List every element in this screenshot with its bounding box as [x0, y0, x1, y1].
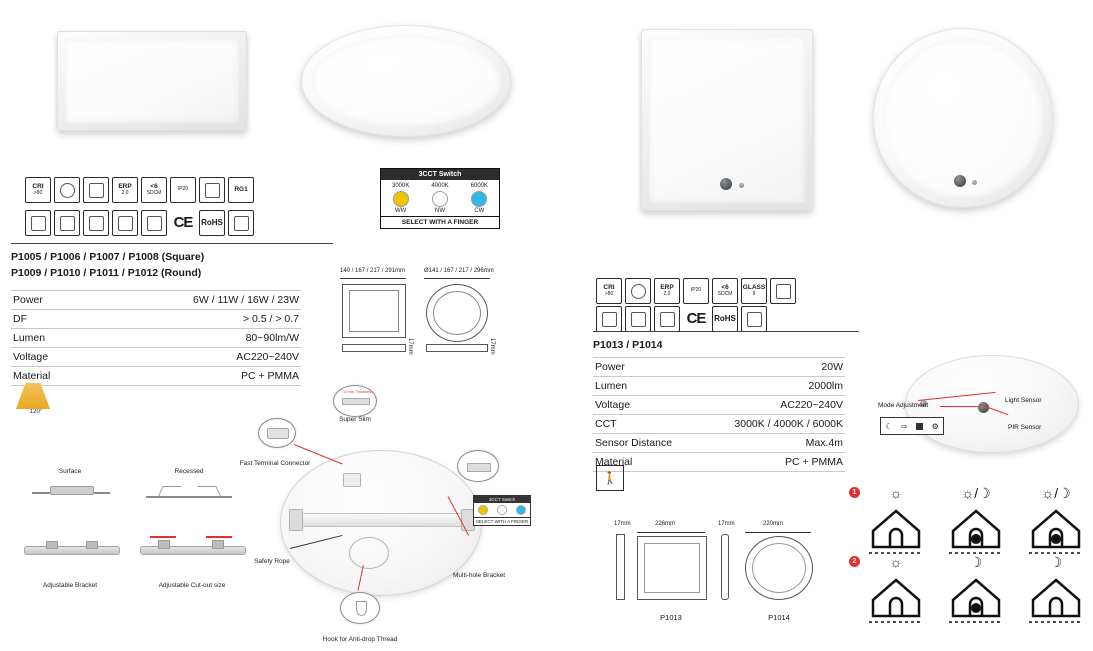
rg1-icon — [228, 177, 254, 203]
sensor-mode-cell — [945, 554, 1007, 614]
moon-icon: ☽ — [1049, 554, 1063, 570]
p1014-width-arrow — [745, 532, 811, 533]
hours-icon-glyph — [660, 312, 675, 327]
spec-key: Power — [11, 291, 90, 310]
mode-icon-gear[interactable]: ⚙ — [931, 421, 939, 431]
pir-sensor-dot — [720, 178, 732, 190]
table-row — [593, 434, 845, 453]
ce-icon: CE — [170, 210, 196, 236]
glass-icon — [741, 278, 767, 304]
sensor-mode-row-1 — [865, 485, 1085, 545]
cct-option-6000k[interactable] — [460, 180, 499, 216]
sensor-mode-row-2 — [865, 554, 1085, 614]
left-icon-row-2 — [25, 210, 254, 236]
sensor-mode-cell — [1025, 554, 1087, 614]
p1013-side-profile — [616, 534, 625, 600]
mount-surface-illustration — [32, 484, 110, 506]
erp-icon-line1: ERP — [118, 182, 132, 190]
walking-person-glyph: 🚶 — [602, 471, 618, 485]
spec-key: Power — [593, 358, 698, 377]
cutout-icon — [83, 210, 109, 236]
mounting-icon — [54, 210, 80, 236]
spec-key: Material — [593, 453, 698, 472]
erp-icon-line1: ERP — [660, 283, 674, 291]
beam-angle-label: 120° — [29, 409, 43, 415]
mode-icon-moon[interactable]: ☾ — [885, 421, 893, 431]
lifetime-icon — [54, 177, 80, 203]
mode-adjustment-leader — [940, 406, 978, 407]
sdcm-icon-line2: SDCM — [717, 290, 733, 297]
surface-recessed-icon — [25, 210, 51, 236]
cri-icon — [596, 278, 622, 304]
moon-icon: ☽ — [969, 554, 983, 570]
p1013-width-arrow — [637, 532, 705, 533]
mount-recessed-illustration — [146, 484, 232, 508]
house-day-on-icon — [865, 501, 927, 557]
spec-value: 20W — [698, 358, 845, 377]
spec-key: Voltage — [593, 396, 698, 415]
left-icon-row-1 — [25, 177, 254, 203]
mounting-icon-glyph — [602, 312, 617, 327]
spec-key: Lumen — [593, 377, 698, 396]
dimming-icon — [625, 306, 651, 332]
exploded-cct-badge — [473, 495, 531, 526]
spec-value: 2000lm — [698, 377, 845, 396]
exploded-cct-title: 3CCT Switch — [474, 496, 530, 503]
light-sensor-label: Light Sensor — [1005, 397, 1042, 404]
pir-sensor-label: PIR Sensor — [1008, 424, 1042, 431]
light-sensor-dot — [739, 183, 744, 188]
safety-rope-loop — [349, 537, 389, 569]
round-sensor-diffuser — [883, 38, 1043, 198]
square-panel-diffuser — [65, 39, 239, 123]
p1014-outline-drawing — [745, 536, 813, 600]
right-product-title: P1013 / P1014 — [593, 339, 663, 351]
p1014-caption: P1014 — [768, 613, 790, 622]
warranty-icon-glyph — [205, 183, 220, 198]
round-side-profile — [426, 344, 488, 352]
ip20-icon — [683, 278, 709, 304]
lifetime-icon — [625, 278, 651, 304]
house-night-motion-icon — [1025, 501, 1087, 557]
right-spec-table — [593, 357, 845, 472]
cutout-icon-glyph — [89, 216, 104, 231]
sdcm-icon — [712, 278, 738, 304]
erp-icon-line2: 2,0 — [663, 290, 671, 297]
house-night-motion-on-icon — [945, 570, 1007, 626]
spec-key: Voltage — [11, 348, 90, 367]
lifetime-icon-glyph — [631, 284, 646, 299]
multi-hole-bracket-label: Multi-hole Bracket — [452, 572, 506, 579]
surface-recessed-icon-glyph — [31, 216, 46, 231]
cct-option-name: NW — [434, 208, 445, 214]
mode-badge-2: 2 — [849, 556, 860, 567]
exploded-cct-sub: SELECT WITH A FINGER — [475, 519, 529, 524]
lifetime-icon-glyph — [60, 183, 75, 198]
square-outline-inner — [349, 290, 399, 332]
ip20-icon-line2: IP20 — [690, 287, 702, 294]
spec-key: Lumen — [11, 329, 90, 348]
spec-value: PC + PMMA — [698, 453, 845, 472]
sun-icon: ☼ — [889, 554, 903, 570]
table-row — [593, 396, 845, 415]
cct-option-name: WW — [395, 208, 407, 214]
mounting-icon — [596, 306, 622, 332]
left-title-square: P1005 / P1006 / P1007 / P1008 (Square) — [11, 251, 205, 263]
round-outline-inner — [433, 291, 481, 335]
sensor-mode-cell — [865, 485, 927, 545]
p1013-width-label: 226mm — [655, 521, 676, 527]
p1014-side-label: 17mm — [718, 521, 735, 527]
square-sensor-panel-render — [641, 29, 813, 211]
spec-value: Max.4m — [698, 434, 845, 453]
cct-switch-panel[interactable] — [380, 168, 500, 229]
super-slim-tag: 17mm Thickness — [343, 389, 374, 394]
cct-option-kelvin: 3000K — [391, 183, 410, 189]
house-day-off-icon — [865, 570, 927, 626]
cct-swatch-ww — [393, 191, 409, 207]
arrow-left-red — [150, 536, 176, 538]
mount-recessed-caption: Recessed — [174, 468, 204, 475]
cct-option-kelvin: 4000K — [431, 183, 449, 189]
cri-icon — [25, 177, 51, 203]
multi-hole-bracket-callout — [457, 450, 499, 482]
table-row — [593, 358, 845, 377]
spec-value: 3000K / 4000K / 6000K — [698, 415, 845, 434]
hook-anti-drop-label: Hook for Anti-drop Thread — [322, 636, 398, 643]
sensor-fixture-diagram — [905, 355, 1079, 453]
left-product-titles — [11, 250, 204, 282]
cct-switch-options[interactable] — [381, 180, 499, 216]
ce-icon: CE — [683, 306, 709, 332]
square-dim-top-label: 140 / 167 / 217 / 291mm — [340, 268, 406, 274]
sdcm-icon-line1: <6 — [721, 283, 729, 291]
spec-value: 6W / 11W / 16W / 23W — [90, 291, 301, 310]
round-side-label: 17mm — [489, 338, 495, 355]
super-slim-label: Super Slim — [339, 416, 371, 423]
fast-terminal-callout — [258, 418, 296, 448]
house-day-night-motion-icon — [945, 501, 1007, 557]
hours-icon — [141, 210, 167, 236]
sensor-icon-glyph — [776, 284, 791, 299]
cct-switch-header: 3CCT Switch — [381, 169, 499, 180]
p1014-side-profile — [721, 534, 729, 600]
table-row — [593, 453, 845, 472]
round-sensor-panel-render — [873, 28, 1053, 208]
cri-icon-line1: CRI — [32, 182, 44, 190]
rohs-icon: RoHS — [199, 210, 225, 236]
dimming-icon-glyph — [631, 312, 646, 327]
right-title-rule — [593, 331, 859, 332]
spec-value: PC + PMMA — [90, 367, 301, 386]
spec-key: Sensor Distance — [593, 434, 698, 453]
table-row — [11, 348, 301, 367]
warranty-icon — [199, 177, 225, 203]
square-panel-render — [57, 31, 247, 131]
spec-value: > 0.5 / > 0.7 — [90, 310, 301, 329]
spec-value: AC220~240V — [698, 396, 845, 415]
safety-rope-label: Safety Rope — [254, 558, 290, 565]
arrow-right-red — [206, 536, 232, 538]
adjustable-cutout-caption: Adjustable Cut-out size — [158, 582, 226, 589]
left-spec-table — [11, 290, 301, 386]
spec-key: DF — [11, 310, 90, 329]
dimming-icon-glyph — [118, 216, 133, 231]
mode-adjustment-label: Mode Adjustment — [878, 402, 929, 409]
round-dim-top-arrow — [424, 278, 490, 279]
cct-option-4000k[interactable] — [420, 180, 459, 216]
left-title-rule — [11, 243, 333, 244]
sdcm-icon-line2: SDCM — [146, 189, 162, 196]
dimming-icon — [112, 210, 138, 236]
weee-icon-glyph — [747, 312, 762, 327]
table-row — [11, 310, 301, 329]
beam-angle-badge — [16, 383, 56, 415]
hours-icon-glyph — [147, 216, 162, 231]
super-slim-callout — [333, 385, 377, 417]
mounting-icon-glyph — [60, 216, 75, 231]
energy-saving-icon-glyph — [89, 183, 104, 198]
mode-icon-arrow[interactable]: ⇨ — [900, 421, 908, 431]
table-row — [11, 329, 301, 348]
hook-anti-drop-callout — [340, 592, 380, 624]
sensor-mode-cell — [865, 554, 927, 614]
weee-icon-glyph — [234, 216, 249, 231]
weee-icon — [741, 306, 767, 332]
cct-swatch-cw — [471, 191, 487, 207]
glass-icon-line2: II — [752, 290, 756, 297]
erp-icon-line2: 2,0 — [121, 189, 129, 196]
spec-key: Material — [11, 367, 90, 386]
right-icon-row-1 — [596, 278, 796, 304]
erp-icon — [112, 177, 138, 203]
spec-value: 80~90lm/W — [90, 329, 301, 348]
table-row — [593, 377, 845, 396]
rg1-icon-line1: RG1 — [234, 185, 248, 193]
cct-switch-footer: SELECT WITH A FINGER — [381, 216, 499, 228]
round-outline-drawing — [426, 284, 488, 342]
p1014-outline-inner — [752, 543, 806, 593]
cct-option-name: CW — [474, 208, 485, 214]
mode-badge-1: 1 — [849, 487, 860, 498]
house-night-dim-icon — [1025, 570, 1087, 626]
table-row — [593, 415, 845, 434]
sensor-mode-cell — [1025, 485, 1087, 545]
motion-sensor-icon — [596, 465, 624, 491]
ip20-icon-line2: IP20 — [177, 186, 189, 193]
terminal-connector — [343, 473, 361, 487]
weee-icon — [228, 210, 254, 236]
square-side-profile — [342, 344, 406, 352]
adjustable-bracket-caption: Adjustable Bracket — [42, 582, 98, 589]
energy-saving-icon — [83, 177, 109, 203]
erp-icon — [654, 278, 680, 304]
sun-icon: ☼ — [889, 485, 903, 501]
square-dim-top-arrow — [340, 278, 406, 279]
sun-moon-icon: ☼/☽ — [1041, 485, 1071, 501]
square-side-label: 17mm — [407, 338, 413, 355]
p1013-caption: P1013 — [660, 613, 682, 622]
mode-icon-square[interactable] — [916, 423, 923, 430]
led-strip — [297, 513, 467, 527]
round-panel-render — [301, 25, 511, 137]
cri-icon-line2: >80 — [604, 290, 614, 297]
beam-angle-icon — [16, 383, 50, 409]
sdcm-icon-line1: <6 — [150, 182, 158, 190]
mode-adjustment-switch[interactable] — [880, 417, 944, 435]
fast-terminal-label: Fast Terminal Connector — [239, 460, 311, 467]
ip20-icon — [170, 177, 196, 203]
bracket-left — [289, 509, 303, 531]
cct-option-3000k[interactable] — [381, 180, 420, 216]
mount-surface-caption: Surface — [58, 468, 82, 475]
adjustable-cutout-illustration — [140, 534, 244, 562]
spec-key: CCT — [593, 415, 698, 434]
left-title-round: P1009 / P1010 / P1011 / P1012 (Round) — [11, 266, 202, 279]
square-outline-drawing — [342, 284, 406, 338]
p1013-outline-inner — [644, 543, 700, 593]
light-sensor-dot-round — [972, 180, 977, 185]
sensor-mode-cell — [945, 485, 1007, 545]
p1013-outline-drawing — [637, 536, 707, 600]
sdcm-icon — [141, 177, 167, 203]
round-panel-diffuser — [311, 35, 501, 127]
table-row — [11, 291, 301, 310]
p1013-side-label: 17mm — [614, 521, 631, 527]
adjustable-bracket-illustration — [24, 538, 118, 560]
cri-icon-line2: >80 — [33, 189, 43, 196]
sensor-icon — [770, 278, 796, 304]
hours-icon — [654, 306, 680, 332]
round-dim-top-label: Ø141 / 167 / 217 / 296mm — [424, 268, 494, 274]
sun-moon-icon: ☼/☽ — [961, 485, 991, 501]
right-icon-row-2 — [596, 306, 767, 332]
cri-icon-line1: CRI — [603, 283, 615, 291]
rohs-icon: RoHS — [712, 306, 738, 332]
cct-option-kelvin: 6000K — [470, 183, 488, 189]
pir-sensor-dot-round — [954, 175, 966, 187]
spec-value: AC220~240V — [90, 348, 301, 367]
p1014-width-label: 220mm — [763, 521, 784, 527]
cct-swatch-nw — [432, 191, 448, 207]
glass-icon-line1: GLASS — [742, 283, 766, 291]
